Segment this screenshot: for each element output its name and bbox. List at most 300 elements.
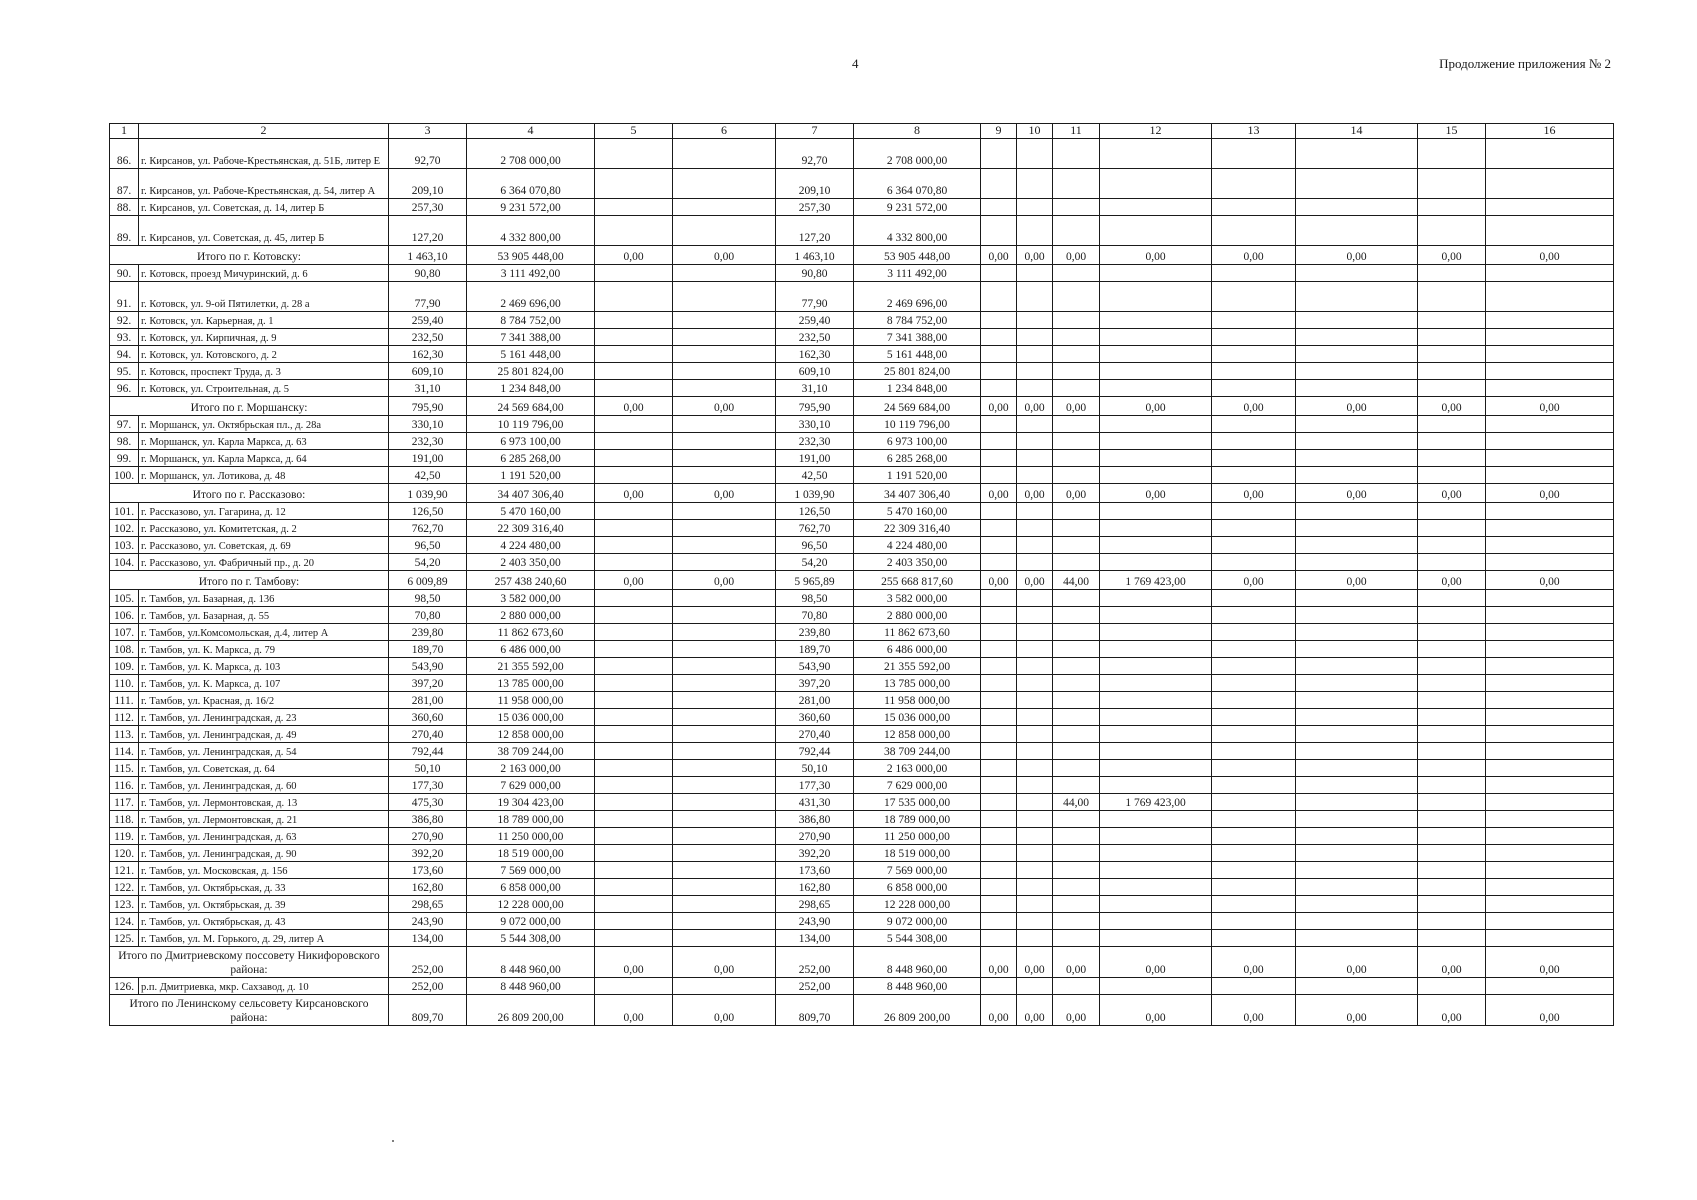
value-cell: 77,90 (389, 281, 467, 311)
value-cell (1296, 912, 1418, 929)
value-cell (1100, 264, 1212, 281)
value-cell (1100, 536, 1212, 553)
table-row (110, 311, 1614, 328)
value-cell (1486, 776, 1614, 793)
value-cell (673, 977, 776, 994)
table-row (110, 640, 1614, 657)
value-cell: 54,20 (776, 553, 854, 570)
value-cell (1418, 215, 1486, 245)
value-cell (1296, 168, 1418, 198)
value-cell (1418, 345, 1486, 362)
value-cell (1100, 977, 1212, 994)
value-cell (1100, 912, 1212, 929)
value-cell (1017, 519, 1053, 536)
subtotal-value-cell: 0,00 (981, 483, 1017, 502)
value-cell (1100, 776, 1212, 793)
value-cell (1053, 912, 1100, 929)
value-cell (1100, 878, 1212, 895)
value-cell (1017, 606, 1053, 623)
row-number-cell: 91. (110, 281, 139, 311)
value-cell: 10 119 796,00 (467, 415, 595, 432)
row-number-cell: 99. (110, 449, 139, 466)
value-cell (595, 536, 673, 553)
value-cell: 22 309 316,40 (467, 519, 595, 536)
row-number-cell: 118. (110, 810, 139, 827)
subtotal-value-cell: 0,00 (595, 994, 673, 1025)
value-cell: 77,90 (776, 281, 854, 311)
value-cell (1017, 215, 1053, 245)
row-number-cell: 103. (110, 536, 139, 553)
value-cell: 6 364 070,80 (467, 168, 595, 198)
value-cell (595, 827, 673, 844)
value-cell (981, 281, 1017, 311)
value-cell (1100, 415, 1212, 432)
value-cell (981, 640, 1017, 657)
value-cell (981, 606, 1017, 623)
value-cell (981, 742, 1017, 759)
row-number-cell: 100. (110, 466, 139, 483)
value-cell (1418, 861, 1486, 878)
value-cell (981, 725, 1017, 742)
value-cell: 1 234 848,00 (854, 379, 981, 396)
table-row (110, 281, 1614, 311)
value-cell (1053, 553, 1100, 570)
value-cell (1418, 198, 1486, 215)
value-cell (1486, 345, 1614, 362)
table-row (110, 264, 1614, 281)
address-cell: г. Тамбов, ул. Ленинградская, д. 63 (139, 827, 389, 844)
value-cell (1486, 328, 1614, 345)
value-cell: 5 470 160,00 (854, 502, 981, 519)
value-cell: 5 161 448,00 (467, 345, 595, 362)
value-cell (595, 759, 673, 776)
value-cell (1296, 215, 1418, 245)
value-cell (673, 536, 776, 553)
value-cell: 3 582 000,00 (854, 589, 981, 606)
subtotal-value-cell: 0,00 (1486, 570, 1614, 589)
value-cell: 127,20 (389, 215, 467, 245)
value-cell (673, 466, 776, 483)
value-cell: 11 250 000,00 (467, 827, 595, 844)
value-cell (1212, 519, 1296, 536)
row-number-cell: 113. (110, 725, 139, 742)
table-row (110, 589, 1614, 606)
value-cell (1100, 311, 1212, 328)
subtotal-value-cell: 24 569 684,00 (854, 396, 981, 415)
value-cell (981, 827, 1017, 844)
value-cell: 173,60 (389, 861, 467, 878)
table-row (110, 466, 1614, 483)
subtotal-value-cell: 0,00 (1017, 483, 1053, 502)
subtotal-value-cell: 26 809 200,00 (854, 994, 981, 1025)
value-cell (673, 708, 776, 725)
value-cell: 232,30 (389, 432, 467, 449)
value-cell: 257,30 (389, 198, 467, 215)
value-cell (1418, 674, 1486, 691)
value-cell: 8 784 752,00 (467, 311, 595, 328)
subtotal-value-cell: 1 039,90 (776, 483, 854, 502)
subtotal-value-cell: 0,00 (595, 245, 673, 264)
value-cell (1017, 827, 1053, 844)
subtotal-value-cell: 0,00 (1296, 396, 1418, 415)
value-cell (595, 725, 673, 742)
subtotal-value-cell: 1 463,10 (776, 245, 854, 264)
column-number-cell: 2 (139, 124, 389, 139)
value-cell: 50,10 (389, 759, 467, 776)
value-cell (595, 776, 673, 793)
value-cell (1053, 861, 1100, 878)
value-cell (1296, 345, 1418, 362)
value-cell (981, 536, 1017, 553)
table-row (110, 657, 1614, 674)
row-number-cell: 95. (110, 362, 139, 379)
subtotal-value-cell: 795,90 (389, 396, 467, 415)
value-cell (1212, 328, 1296, 345)
value-cell (1212, 742, 1296, 759)
value-cell (1017, 895, 1053, 912)
table-row (110, 810, 1614, 827)
value-cell (1017, 345, 1053, 362)
column-number-cell: 1 (110, 124, 139, 139)
value-cell (595, 674, 673, 691)
value-cell (981, 878, 1017, 895)
value-cell (673, 415, 776, 432)
value-cell: 6 285 268,00 (854, 449, 981, 466)
value-cell (1296, 606, 1418, 623)
value-cell (1017, 793, 1053, 810)
column-number-cell: 10 (1017, 124, 1053, 139)
value-cell (1212, 553, 1296, 570)
value-cell (1100, 827, 1212, 844)
value-cell (1053, 215, 1100, 245)
value-cell (1212, 264, 1296, 281)
table-row (110, 536, 1614, 553)
value-cell: 8 448 960,00 (854, 977, 981, 994)
value-cell (1212, 759, 1296, 776)
value-cell (981, 708, 1017, 725)
page-number: 4 (852, 56, 859, 71)
address-cell: г. Котовск, ул. Строительная, д. 5 (139, 379, 389, 396)
value-cell: 31,10 (776, 379, 854, 396)
column-number-cell: 4 (467, 124, 595, 139)
value-cell: 11 862 673,60 (854, 623, 981, 640)
value-cell (1053, 432, 1100, 449)
value-cell: 232,50 (389, 328, 467, 345)
value-cell: 543,90 (389, 657, 467, 674)
value-cell: 98,50 (389, 589, 467, 606)
value-cell: 96,50 (389, 536, 467, 553)
address-cell: г. Тамбов, ул. Ленинградская, д. 90 (139, 844, 389, 861)
value-cell: 2 469 696,00 (467, 281, 595, 311)
value-cell (1053, 362, 1100, 379)
value-cell (1212, 589, 1296, 606)
value-cell (1418, 657, 1486, 674)
value-cell: 70,80 (389, 606, 467, 623)
row-number-cell: 109. (110, 657, 139, 674)
value-cell (1296, 691, 1418, 708)
row-number-cell: 88. (110, 198, 139, 215)
value-cell (1017, 844, 1053, 861)
subtotal-value-cell: 0,00 (1053, 946, 1100, 977)
value-cell (1486, 861, 1614, 878)
value-cell (1053, 827, 1100, 844)
value-cell: 11 250 000,00 (854, 827, 981, 844)
address-cell: г. Тамбов, ул. Лермонтовская, д. 21 (139, 810, 389, 827)
value-cell (1017, 759, 1053, 776)
value-cell (1212, 810, 1296, 827)
value-cell (1418, 878, 1486, 895)
value-cell (1100, 379, 1212, 396)
row-number-cell: 115. (110, 759, 139, 776)
value-cell (1418, 691, 1486, 708)
value-cell: 25 801 824,00 (467, 362, 595, 379)
row-number-cell: 87. (110, 168, 139, 198)
value-cell (595, 553, 673, 570)
value-cell (1212, 657, 1296, 674)
value-cell (1296, 449, 1418, 466)
value-cell (1418, 776, 1486, 793)
value-cell (1486, 215, 1614, 245)
value-cell (1212, 168, 1296, 198)
value-cell: 25 801 824,00 (854, 362, 981, 379)
value-cell (595, 623, 673, 640)
table-body (110, 124, 1614, 1026)
value-cell (1296, 519, 1418, 536)
value-cell (673, 793, 776, 810)
value-cell (673, 725, 776, 742)
value-cell (673, 432, 776, 449)
address-cell: г. Кирсанов, ул. Рабоче-Крестьянская, д. 51Б, литер Е (139, 138, 389, 168)
value-cell (1017, 311, 1053, 328)
value-cell (1296, 776, 1418, 793)
value-cell (1296, 759, 1418, 776)
subtotal-row (110, 245, 1614, 264)
value-cell (1296, 742, 1418, 759)
value-cell (1053, 759, 1100, 776)
row-number-cell: 126. (110, 977, 139, 994)
column-number-cell: 6 (673, 124, 776, 139)
value-cell: 42,50 (389, 466, 467, 483)
value-cell (673, 449, 776, 466)
value-cell: 330,10 (389, 415, 467, 432)
value-cell (1418, 432, 1486, 449)
value-cell (1053, 742, 1100, 759)
address-cell: г. Тамбов, ул. Базарная, д. 136 (139, 589, 389, 606)
value-cell (981, 215, 1017, 245)
value-cell (1100, 674, 1212, 691)
address-cell: г. Тамбов, ул. Октябрьская, д. 33 (139, 878, 389, 895)
value-cell (1418, 311, 1486, 328)
value-cell (595, 519, 673, 536)
table-row (110, 449, 1614, 466)
value-cell (1053, 449, 1100, 466)
value-cell: 252,00 (776, 977, 854, 994)
value-cell (673, 827, 776, 844)
value-cell (1296, 827, 1418, 844)
value-cell (1212, 466, 1296, 483)
row-number-cell: 125. (110, 929, 139, 946)
value-cell: 609,10 (776, 362, 854, 379)
value-cell: 96,50 (776, 536, 854, 553)
value-cell: 1 191 520,00 (854, 466, 981, 483)
value-cell: 792,44 (776, 742, 854, 759)
column-number-cell: 9 (981, 124, 1017, 139)
value-cell (1296, 708, 1418, 725)
value-cell: 12 228 000,00 (467, 895, 595, 912)
address-cell: г. Тамбов, ул. Ленинградская, д. 49 (139, 725, 389, 742)
subtotal-value-cell: 53 905 448,00 (854, 245, 981, 264)
subtotal-value-cell: 0,00 (1100, 396, 1212, 415)
value-cell: 9 231 572,00 (854, 198, 981, 215)
subtotal-value-cell: 0,00 (1053, 994, 1100, 1025)
address-cell: г. Котовск, проспект Труда, д. 3 (139, 362, 389, 379)
value-cell (1212, 215, 1296, 245)
value-cell (595, 281, 673, 311)
value-cell (1418, 793, 1486, 810)
value-cell (1100, 895, 1212, 912)
address-cell: г. Котовск, ул. Карьерная, д. 1 (139, 311, 389, 328)
value-cell: 70,80 (776, 606, 854, 623)
value-cell (1486, 264, 1614, 281)
value-cell (1017, 929, 1053, 946)
subtotal-row (110, 396, 1614, 415)
value-cell (1100, 449, 1212, 466)
value-cell (1486, 623, 1614, 640)
subtotal-value-cell: 26 809 200,00 (467, 994, 595, 1025)
value-cell (1053, 519, 1100, 536)
table-row (110, 328, 1614, 345)
value-cell (1212, 415, 1296, 432)
value-cell (1100, 362, 1212, 379)
value-cell (1486, 553, 1614, 570)
subtotal-value-cell: 0,00 (1418, 396, 1486, 415)
table-row (110, 379, 1614, 396)
value-cell (1418, 449, 1486, 466)
subtotal-value-cell: 0,00 (981, 946, 1017, 977)
subtotal-row (110, 483, 1614, 502)
value-cell: 762,70 (776, 519, 854, 536)
value-cell (981, 362, 1017, 379)
value-cell: 386,80 (776, 810, 854, 827)
value-cell (1296, 138, 1418, 168)
table-row (110, 215, 1614, 245)
value-cell (673, 861, 776, 878)
value-cell: 259,40 (389, 311, 467, 328)
value-cell (981, 657, 1017, 674)
subtotal-value-cell: 0,00 (1017, 245, 1053, 264)
row-number-cell: 121. (110, 861, 139, 878)
value-cell (1053, 198, 1100, 215)
value-cell: 90,80 (389, 264, 467, 281)
value-cell (1296, 502, 1418, 519)
value-cell (1100, 844, 1212, 861)
value-cell (1100, 589, 1212, 606)
value-cell (1212, 844, 1296, 861)
value-cell (1486, 138, 1614, 168)
value-cell: 12 858 000,00 (467, 725, 595, 742)
value-cell (1296, 281, 1418, 311)
value-cell (673, 215, 776, 245)
table-row (110, 878, 1614, 895)
value-cell (673, 878, 776, 895)
value-cell (595, 708, 673, 725)
table-row (110, 793, 1614, 810)
value-cell (595, 844, 673, 861)
address-cell: г. Моршанск, ул. Карла Маркса, д. 64 (139, 449, 389, 466)
subtotal-value-cell: 0,00 (595, 483, 673, 502)
column-number-cell: 15 (1418, 124, 1486, 139)
value-cell: 1 234 848,00 (467, 379, 595, 396)
value-cell (981, 793, 1017, 810)
value-cell (1296, 793, 1418, 810)
value-cell (673, 691, 776, 708)
value-cell (981, 844, 1017, 861)
value-cell: 8 448 960,00 (467, 977, 595, 994)
value-cell (1212, 929, 1296, 946)
value-cell (1053, 168, 1100, 198)
subtotal-value-cell: 0,00 (981, 245, 1017, 264)
row-number-cell: 111. (110, 691, 139, 708)
value-cell (673, 362, 776, 379)
value-cell: 162,30 (389, 345, 467, 362)
subtotal-value-cell: 1 463,10 (389, 245, 467, 264)
address-cell: г. Рассказово, ул. Гагарина, д. 12 (139, 502, 389, 519)
value-cell: 239,80 (389, 623, 467, 640)
value-cell (1053, 589, 1100, 606)
value-cell (1017, 264, 1053, 281)
value-cell (1418, 623, 1486, 640)
value-cell: 13 785 000,00 (854, 674, 981, 691)
value-cell (1100, 519, 1212, 536)
address-cell: г. Котовск, проезд Мичуринский, д. 6 (139, 264, 389, 281)
subtotal-value-cell: 255 668 817,60 (854, 570, 981, 589)
value-cell (673, 553, 776, 570)
value-cell (1486, 502, 1614, 519)
value-cell: 6 486 000,00 (467, 640, 595, 657)
value-cell (595, 362, 673, 379)
value-cell (981, 553, 1017, 570)
subtotal-value-cell: 0,00 (1486, 994, 1614, 1025)
value-cell: 189,70 (389, 640, 467, 657)
value-cell (1053, 502, 1100, 519)
subtotal-value-cell: 0,00 (1212, 396, 1296, 415)
value-cell (1053, 379, 1100, 396)
address-cell: г. Моршанск, ул. Карла Маркса, д. 63 (139, 432, 389, 449)
value-cell (1212, 793, 1296, 810)
value-cell (1486, 708, 1614, 725)
value-cell (1418, 606, 1486, 623)
value-cell (1486, 793, 1614, 810)
value-cell (595, 878, 673, 895)
value-cell (595, 502, 673, 519)
subtotal-value-cell: 0,00 (1486, 396, 1614, 415)
scan-speck (392, 1140, 394, 1142)
value-cell (1296, 415, 1418, 432)
value-cell (1296, 725, 1418, 742)
value-cell (1486, 827, 1614, 844)
value-cell: 134,00 (389, 929, 467, 946)
value-cell (1418, 328, 1486, 345)
table-row (110, 362, 1614, 379)
value-cell (981, 674, 1017, 691)
value-cell: 11 862 673,60 (467, 623, 595, 640)
value-cell (595, 198, 673, 215)
value-cell (595, 589, 673, 606)
value-cell (1418, 264, 1486, 281)
value-cell (1486, 759, 1614, 776)
value-cell (673, 198, 776, 215)
value-cell (1418, 536, 1486, 553)
